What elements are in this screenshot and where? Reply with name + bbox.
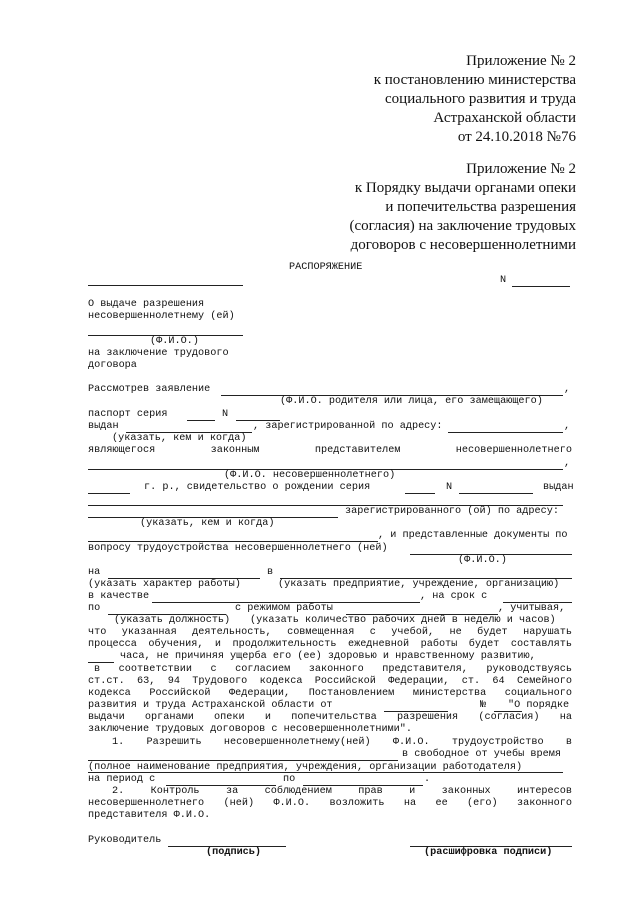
work-hint2: (указать предприятие, учреждение, организацию) [278, 579, 560, 590]
appendix2-line2: к Порядку выдачи органами опеки [354, 180, 576, 196]
body-line5: ст.ст. 63, 94 Трудового кодекса Российской Федерации, ст. 64 Семейного [88, 676, 572, 687]
registered-label: , зарегистрированной по адресу: [253, 421, 443, 432]
passport-series-label: паспорт серия [88, 409, 168, 420]
birth-issued-label: выдан [543, 482, 574, 493]
docs-presented-label: , и представленные документы по [378, 530, 568, 541]
body-line7a: развития и труда Астраханской области от [88, 700, 333, 711]
number-line [512, 285, 570, 287]
period-to-label: по [283, 774, 296, 785]
appendix1-line1: Приложение № 2 [466, 53, 576, 69]
schedule-label: с режимом работы [235, 603, 333, 614]
subject-line3: на заключение трудового [88, 348, 229, 359]
subject-line1: О выдаче разрешения [88, 299, 205, 310]
by-whom-hint2: (указать, кем и когда) [140, 518, 275, 529]
passport-n-label: N [222, 409, 229, 420]
birth-n-line [459, 492, 533, 494]
till-label: по [88, 603, 101, 614]
subject-line4: договора [88, 360, 137, 371]
v-label: в [267, 567, 274, 578]
considering-label: , учитывая, [498, 603, 566, 614]
address2-line [88, 540, 378, 542]
body-line7c: "О порядке [508, 700, 570, 711]
term-label: , на срок с [420, 591, 488, 602]
item1-line1: 1. Разрешить несовершеннолетнему(ней) Ф.И.О. трудоустройство в [112, 737, 572, 748]
as-position-label: в качестве [88, 591, 150, 602]
na-label: на [88, 567, 101, 578]
considered-label: Рассмотрев заявление [88, 384, 211, 395]
body-line2: процесса обучения, и продолжительность ежедневной работы будет составлять [88, 639, 572, 650]
appendix1-line5: от 24.10.2018 №76 [457, 129, 576, 145]
item1-line2: в свободное от учебы время [402, 749, 561, 760]
by-whom-hint: (указать, кем и когда) [112, 433, 247, 444]
appendix2-line3: и попечительства разрешения [385, 199, 576, 215]
item2-line3: представителя Ф.И.О. [88, 810, 211, 821]
body-line6: кодекса Российской Федерации, Постановлением министерства социального [88, 688, 572, 699]
registered2-label: зарегистрированного (ой) по адресу: [345, 506, 559, 517]
body-line9: заключение трудовых договоров с несовершеннолетними". [88, 724, 413, 735]
appendix2-line1: Приложение № 2 [466, 161, 576, 177]
minor-fio-hint: (Ф.И.О. несовершеннолетнего) [224, 470, 396, 481]
item2-line2: несовершеннолетнего (ней) Ф.И.О. возложить на ее (его) законного [88, 798, 572, 809]
body-line1: что указанная деятельность, совмещенная с учебой, не будет нарушать [88, 627, 572, 638]
appendix2-line5: договоров с несовершеннолетними [350, 237, 576, 253]
birth-n-label: N [446, 482, 453, 493]
item2-line1: 2. Контроль за соблюдением прав и законных интересов [112, 786, 572, 797]
employment-question-label: вопросу трудоустройства несовершеннолетнего (ней) [88, 543, 388, 554]
body-line7b: № [480, 700, 487, 711]
position-hint: (указать должность) [114, 615, 231, 626]
subject-fio-hint: (Ф.И.О.) [150, 336, 199, 347]
signature-hint: (подпись) [206, 847, 262, 858]
date-line [88, 284, 243, 286]
birth-year-label: г. р., свидетельство о рождении серия [144, 482, 371, 493]
work-hint1: (указать характер работы) [88, 579, 241, 590]
body-line3: часа, не причиняя ущерба его (ее) здоровью и нравственному развитию, [120, 651, 536, 662]
org-hint: (полное наименование предприятия, учреждения, организации работодателя) [88, 762, 523, 773]
appendix1-line3: социального развития и труда [385, 91, 576, 107]
number-label: N [500, 275, 507, 286]
appendix1-line2: к постановлению министерства [373, 72, 576, 88]
head-label: Руководитель [88, 835, 162, 846]
period-from-label: на период с [88, 774, 156, 785]
birth-year-line [88, 492, 130, 494]
birth-series-line [405, 492, 435, 494]
passport-series-line [187, 419, 215, 421]
appendix1-line4: Астраханской области [433, 110, 576, 126]
address-line [448, 431, 563, 433]
subject-line2: несовершеннолетнему (ей) [88, 311, 235, 322]
employer-line [88, 759, 398, 761]
fio-hint2: (Ф.И.О.) [458, 555, 507, 566]
decode-hint: (расшифровка подписи) [424, 847, 553, 858]
body-line4: в соответствии с согласием законного представителя, руководствуясь [94, 664, 572, 675]
body-line8: выдачи органами опеки и попечительства разрешения (согласия) на [88, 712, 572, 723]
issued-label: выдан [88, 421, 119, 432]
document-page: Приложение № 2 к постановлению министерства социального развития и труда Астраханской области от 24.10.2018 №76 Приложение № 2 к Порядку выдачи органами опеки и попечительства разрешения (согласия) на заключение трудовых договоров с несовершеннолетними РАСПОРЯЖЕНИЕ N О выдаче разрешения несовершеннолетнему (ей) (Ф.И.О.) на заключение трудового договора Рассмотрев заявление , (Ф.И.О. родителя или лица, его замещающего) паспорт серия N выдан , зарегистрированной по адресу: , (указать, кем и когда) являющегося законным представителем несовершеннолетнего , (Ф.И.О. несовершеннолетнего) г. р., свидетельство о рождении серия N выдан зарегистрированного (ой) по адресу: (указать, кем и когда) , и представленные документы по вопросу трудоустройства несовершеннолетнего (ней) (Ф.И.О.) на в (указать характер работы) (указать предприятие, учреждение, организацию) в качестве , на срок с по с режимом работы , учитывая, (указать должность) (указать количество рабочих дней в неделю и часов) что указанная деятельность, совмещенная с учебой, не будет нарушать процесса обучения, и продолжительность ежедневной работы будет составлять часа, не причиняя ущерба его (ее) здоровью и нравственному развитию, в соответствии с согласием законного представителя, руководствуясь ст.ст. 63, 94 Трудового кодекса Российской Федерации, ст. 64 Семейного кодекса Российской Федерации, Постановлением министерства социального развития и труда Астраханской области от № "О порядке выдачи органами опеки и попечительства разрешения (согласия) на заключение трудовых договоров с несовершеннолетними". 1. Разрешить несовершеннолетнему(ней) Ф.И.О. трудоустройство в в свободное от учебы время (полное наименование предприятия, учреждения, организации работодателя) на период с по . 2. Контроль за соблюдением прав и законных интересов несовершеннолетнего (ней) Ф.И.О. возложить на ее (его) законного представителя Ф.И.О. Руководитель (подпись) (расшифровка подписи) [88, 53, 576, 858]
appendix2-line4: (согласия) на заключение трудовых [349, 218, 576, 234]
doc-title: РАСПОРЯЖЕНИЕ [289, 262, 363, 273]
parent-hint: (Ф.И.О. родителя или лица, его замещающего) [280, 396, 543, 407]
representative-line: являющегося законным представителем несовершеннолетнего [88, 445, 572, 456]
hours-line [88, 661, 114, 663]
hours-hint: (указать количество рабочих дней в неделю и часов) [250, 615, 556, 626]
